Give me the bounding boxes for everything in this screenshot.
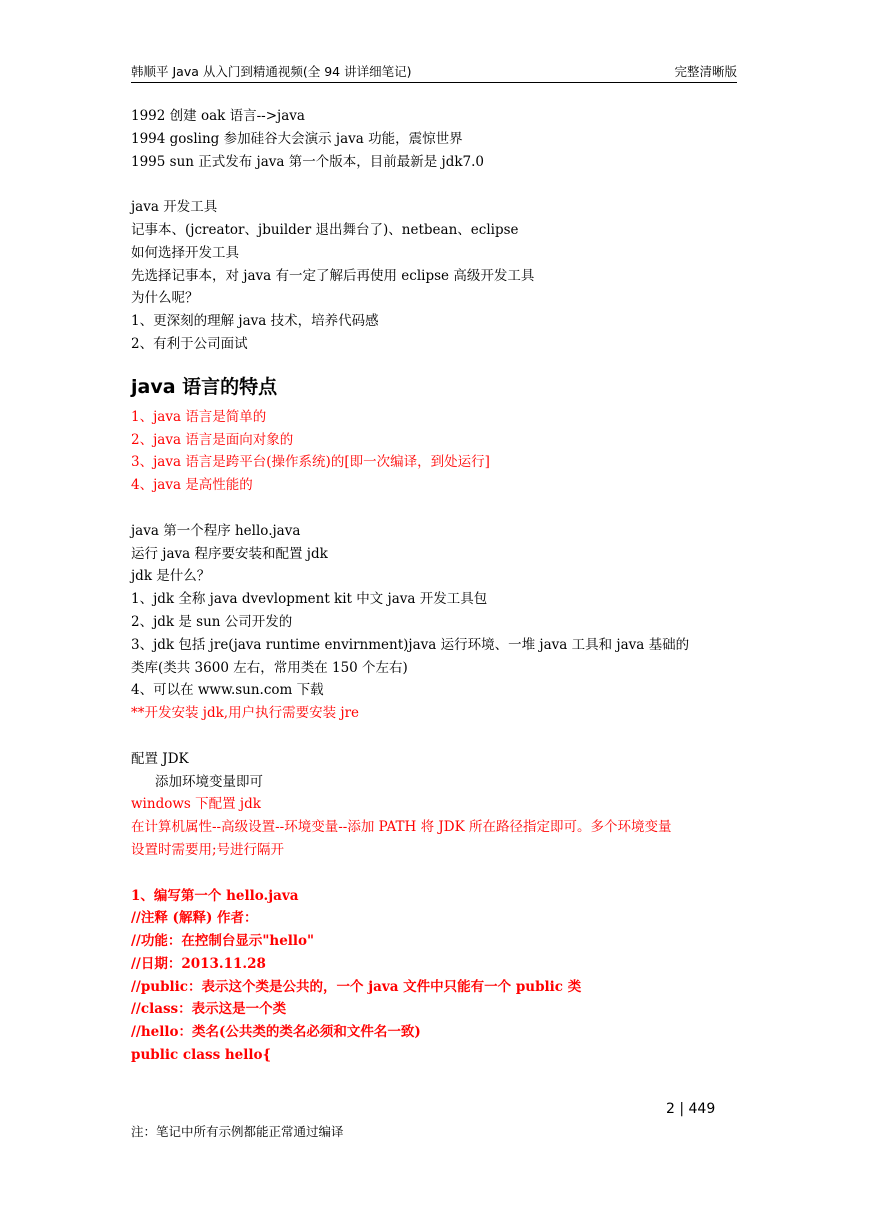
header-edition: 完整清晰版 [674,64,737,79]
tools-line: 2、有利于公司面试 [131,335,248,352]
jre-note: **开发安装 jdk,用户执行需要安装 jre [131,705,360,722]
code-line: //hello：类名(公共类的类名必须和文件名一致) [131,1024,421,1041]
jdk-line: 类库(类共 3600 左右，常用类在 150 个左右) [131,659,408,676]
tools-line: 如何选择开发工具 [131,244,239,261]
header-title: 韩顺平 Java 从入门到精通视频(全 94 讲详细笔记) [131,64,412,79]
tools-line: 记事本、(jcreator、jbuilder 退出舞台了)、netbean、eclipse [131,221,519,238]
jdk-line: java 第一个程序 hello.java [131,522,301,539]
code-line: //注释 (解释) 作者： [131,910,258,927]
config-path-line: 在计算机属性--高级设置--环境变量--添加 PATH 将 JDK 所在路径指定即可。多个环境变量 [131,819,672,836]
page-body [131,105,741,1067]
spacer [131,497,741,520]
footer-note: 注：笔记中所有示例都能正常通过编译 [131,1124,344,1139]
spacer [131,862,741,885]
config-indent-line: 添加环境变量即可 [155,773,263,790]
code-line: //class：表示这是一个类 [131,1001,287,1018]
tools-line: 1、更深刻的理解 java 技术，培养代码感 [131,313,379,330]
config-windows-line: windows 下配置 jdk [131,796,261,813]
jdk-line: 3、jdk 包括 jre(java runtime envirnment)java 运行环境、一堆 java 工具和 java 基础的 [131,636,690,653]
jdk-line: 运行 java 程序要安装和配置 jdk [131,545,328,562]
page-header [131,62,737,83]
spacer [131,173,741,196]
code-line: 1、编写第一个 hello.java [131,887,299,904]
config-path-line: 设置时需要用;号进行隔开 [131,841,285,858]
jdk-line: 2、jdk 是 sun 公司开发的 [131,613,293,630]
section-heading: java 语言的特点 [131,375,278,398]
jdk-line: jdk 是什么？ [131,568,211,585]
feature-line: 2、java 语言是面向对象的 [131,431,294,448]
spacer [131,725,741,748]
jdk-line: 4、可以在 www.sun.com 下载 [131,682,324,699]
config-title: 配置 JDK [131,750,189,767]
tools-line: java 开发工具 [131,199,218,216]
code-line: //public：表示这个类是公共的，一个 java 文件中只能有一个 public 类 [131,978,582,995]
tools-line: 为什么呢？ [131,290,199,307]
code-line: //功能：在控制台显示"hello" [131,933,315,950]
feature-line: 3、java 语言是跨平台(操作系统)的[即一次编译，到处运行] [131,454,490,471]
jdk-line: 1、jdk 全称 java dvevlopment kit 中文 java 开发工具包 [131,591,488,608]
tools-line: 先选择记事本，对 java 有一定了解后再使用 eclipse 高级开发工具 [131,267,535,284]
code-line: public class hello{ [131,1047,272,1064]
feature-line: 4、java 是高性能的 [131,477,253,494]
history-line: 1994 gosling 参加硅谷大会演示 java 功能，震惊世界 [131,130,463,147]
code-line: //日期：2013.11.28 [131,955,266,972]
history-line: 1995 sun 正式发布 java 第一个版本，目前最新是 jdk7.0 [131,153,485,170]
feature-line: 1、java 语言是简单的 [131,408,267,425]
history-line: 1992 创建 oak 语言-->java [131,108,305,124]
page-number: 2 | 449 [666,1101,716,1117]
